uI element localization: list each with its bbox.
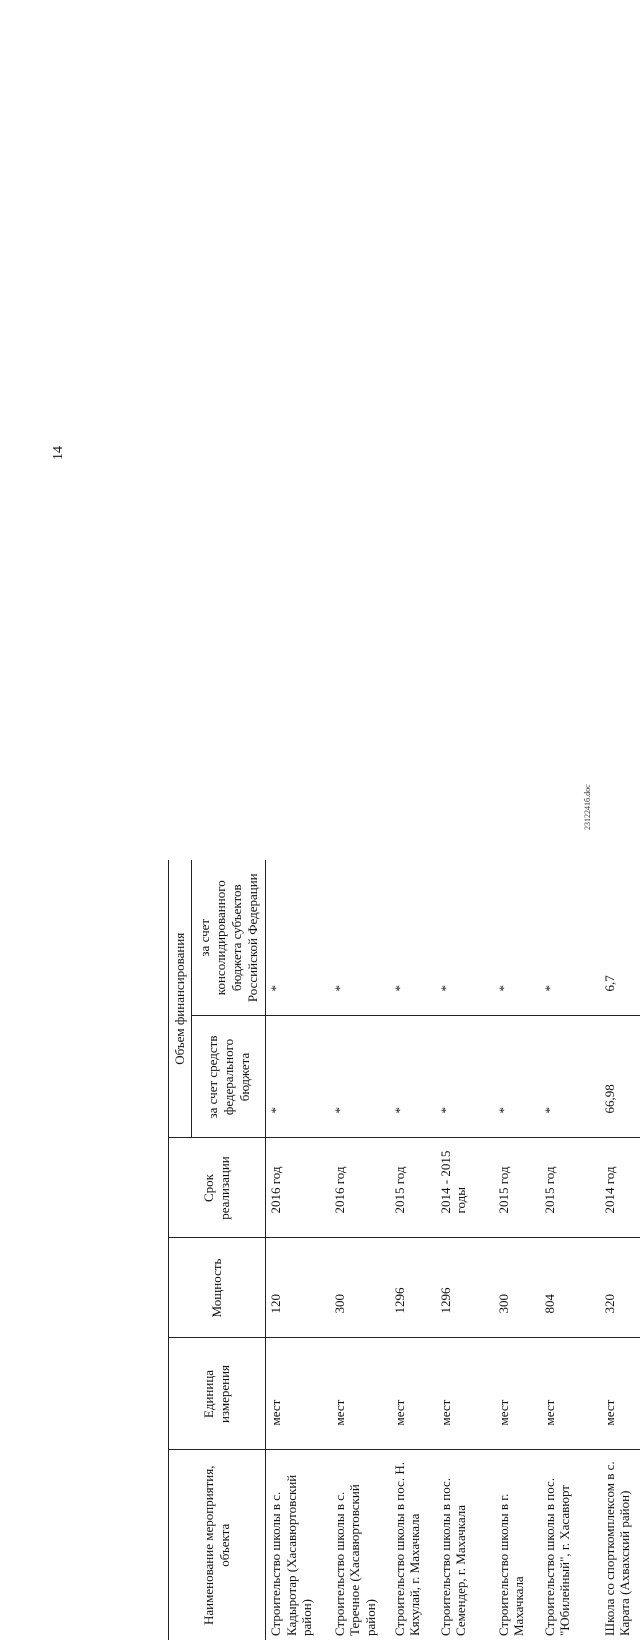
row-regional-cell: * (436, 860, 494, 1016)
row-unit-cell: мест (540, 1338, 600, 1450)
header-capacity: Мощность (169, 1238, 266, 1338)
row-unit-cell: мест (436, 1338, 494, 1450)
row-unit-cell: мест (266, 1338, 330, 1450)
row-federal-cell: * (436, 1016, 494, 1138)
row-regional-cell: * (494, 860, 540, 1016)
row-period-cell: 2015 год (494, 1138, 540, 1238)
header-regional: за счет консолидированного бюджета субъектов Российской Федерации (192, 860, 266, 1016)
row-period-cell: 2016 год (266, 1138, 330, 1238)
row-name-cell: Строительство школы в пос. Семендер, г. Махачкала (436, 1450, 494, 1640)
row-name-cell: Строительство школы в пос. "Юбилейный", г. Хасавюрт (540, 1450, 600, 1640)
row-capacity-cell: 120 (266, 1238, 330, 1338)
row-regional-cell: * (266, 860, 330, 1016)
header-unit: Единица измерения (169, 1338, 266, 1450)
table-row (540, 860, 600, 1640)
row-period-cell: 2014 - 2015 годы (436, 1138, 494, 1238)
row-capacity-cell: 1296 (390, 1238, 436, 1338)
header-period: Срок реализации (169, 1138, 266, 1238)
row-name-cell: Строительство школы в с. Теречное (Хасавюртовский район) (330, 1450, 390, 1640)
header-funding: Объем финансирования (169, 860, 192, 1138)
table-row (266, 860, 330, 1640)
row-federal-cell: 66,98 (600, 1016, 640, 1138)
row-period-cell: 2016 год (330, 1138, 390, 1238)
row-name-cell: Школа со спорткомплексом в с. Карата (Ахвахский район) (600, 1450, 640, 1640)
row-name-cell: Строительство школы в пос. Н. Кяхулай, г. Махачкала (390, 1450, 436, 1640)
row-federal-cell: * (330, 1016, 390, 1138)
row-capacity-cell: 804 (540, 1238, 600, 1338)
row-period-cell: 2015 год (540, 1138, 600, 1238)
header-federal: за счет средств федерального бюджета (192, 1016, 266, 1138)
row-capacity-cell: 1296 (436, 1238, 494, 1338)
row-unit-cell: мест (330, 1338, 390, 1450)
row-regional-cell: * (540, 860, 600, 1016)
rotated-table-sheet (168, 860, 640, 1640)
row-federal-cell: * (540, 1016, 600, 1138)
row-name-cell: Строительство школы в г. Махачкала (494, 1450, 540, 1640)
table-body (266, 860, 640, 1640)
row-name-cell: Строительство школы в с. Кадыротар (Хасавюртовский район) (266, 1450, 330, 1640)
row-unit-cell: мест (600, 1338, 640, 1450)
row-regional-cell: * (330, 860, 390, 1016)
document-id: 2312241б.doc (583, 784, 592, 830)
row-capacity-cell: 300 (330, 1238, 390, 1338)
table-row (600, 860, 640, 1640)
header-name: Наименование мероприятия, объекта (169, 1450, 266, 1640)
row-capacity-cell: 320 (600, 1238, 640, 1338)
row-unit-cell: мест (494, 1338, 540, 1450)
table-row (390, 860, 436, 1640)
row-capacity-cell: 300 (494, 1238, 540, 1338)
row-federal-cell: * (390, 1016, 436, 1138)
row-federal-cell: * (266, 1016, 330, 1138)
row-period-cell: 2014 год (600, 1138, 640, 1238)
row-regional-cell: 6,7 (600, 860, 640, 1016)
page-number: 14 (51, 446, 67, 460)
row-regional-cell: * (390, 860, 436, 1016)
row-unit-cell: мест (390, 1338, 436, 1450)
row-period-cell: 2015 год (390, 1138, 436, 1238)
table-row (436, 860, 494, 1640)
row-federal-cell: * (494, 1016, 540, 1138)
funding-table (168, 860, 640, 1640)
table-row (494, 860, 540, 1640)
table-row (330, 860, 390, 1640)
